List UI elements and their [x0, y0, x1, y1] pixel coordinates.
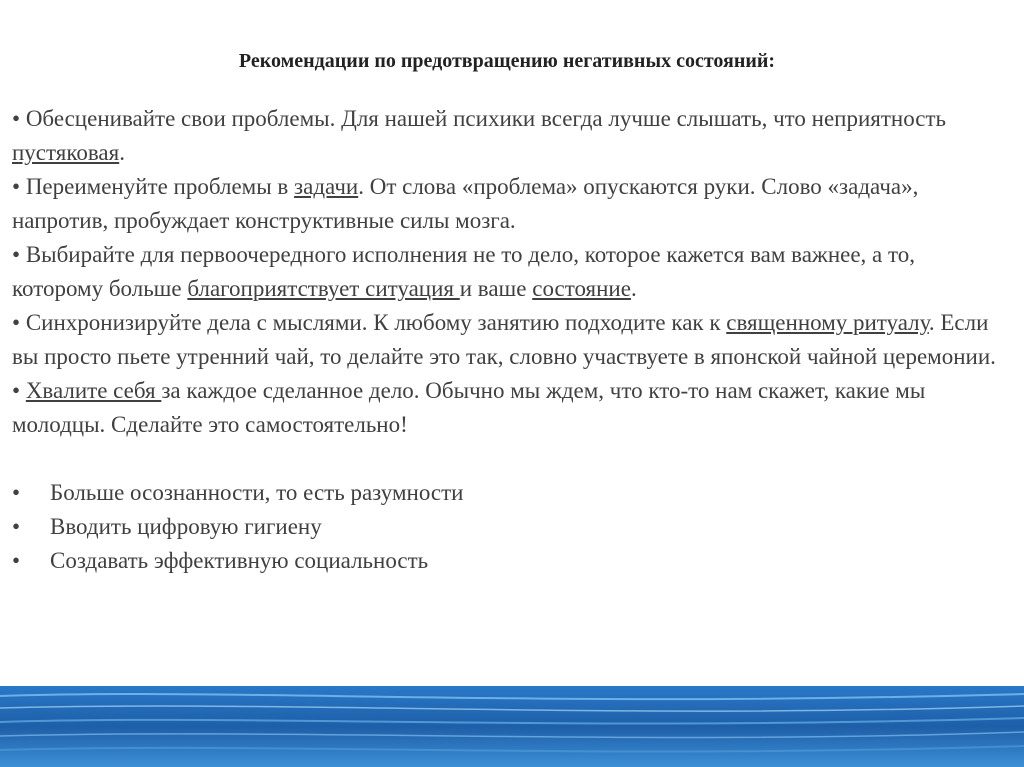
- summary-item-2: [12, 510, 1002, 544]
- summary-item-label: Больше осознанности, то есть разумности: [50, 480, 464, 505]
- underlined-text: благоприятствует ситуация: [187, 276, 460, 301]
- recommendation-item-4: • Синхронизируйте дела с мыслями. К любому занятию подходите как к священному ритуалу. Если вы просто пьете утренний чай, то делайте это так, словно участвуете в японской чайной церемонии.: [12, 310, 996, 369]
- recommendation-item-2: • Переименуйте проблемы в задачи. От слова «проблема» опускаются руки. Слово «задача», напротив, пробуждает конструктивные силы мозга.: [12, 174, 919, 233]
- bullet: •: [12, 514, 21, 539]
- recommendation-item-5: • Хвалите себя за каждое сделанное дело. Обычно мы ждем, что кто-то нам скажет, какие мы молодцы. Сделайте это самостоятельно!: [12, 378, 926, 437]
- slide-title: Рекомендации по предотвращению негативных состояний:: [238, 50, 776, 72]
- summary-item-label: Создавать эффективную социальность: [50, 548, 429, 573]
- summary-item-3: [12, 544, 1002, 578]
- bullet: •: [12, 378, 21, 403]
- underlined-text: задачи: [294, 174, 359, 199]
- summary-item-1: [12, 476, 1002, 510]
- bullet: •: [12, 242, 21, 267]
- summary-item-label: Вводить цифровую гигиену: [50, 514, 322, 539]
- decorative-wave-band: [0, 686, 1024, 767]
- recommendation-item-1: • Обесценивайте свои проблемы. Для нашей психики всегда лучше слышать, что неприятность пустяковая.: [12, 106, 947, 165]
- underlined-text: пустяковая: [12, 140, 120, 165]
- underlined-text: Хвалите себя: [25, 378, 162, 403]
- summary-list: [12, 476, 1002, 578]
- underlined-text: священному ритуалу: [726, 310, 929, 335]
- bullet: •: [12, 174, 21, 199]
- bullet: •: [12, 106, 21, 131]
- bullet: •: [12, 548, 21, 573]
- bullet: •: [12, 480, 21, 505]
- underlined-text: состояние: [532, 276, 631, 301]
- bullet: •: [12, 310, 21, 335]
- recommendation-item-3: • Выбирайте для первоочередного исполнения не то дело, которое кажется вам важнее, а то, которому больше благоприятствует ситуация и ваше состояние.: [12, 242, 915, 301]
- slide-content: [12, 44, 1002, 578]
